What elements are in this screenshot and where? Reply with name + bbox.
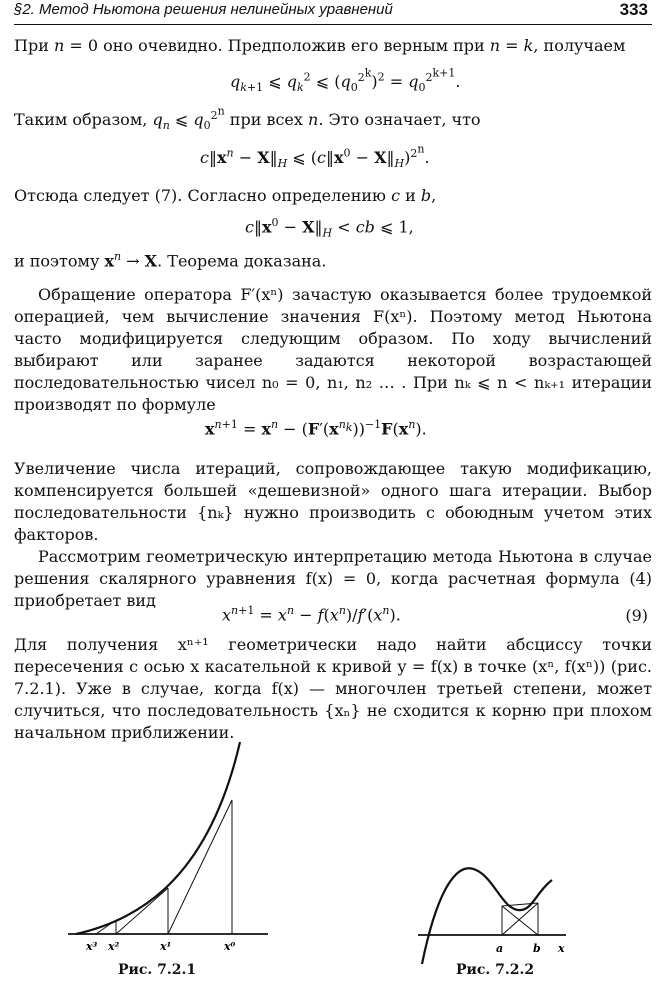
page-number: 333: [619, 0, 648, 19]
figure-7-2-2: [418, 846, 588, 966]
label-x1: x¹: [160, 940, 172, 953]
label-a: a: [496, 942, 504, 955]
label-x0: x⁰: [224, 940, 236, 953]
equation-9: $x^{n+1} = x^n - f(x^n)/f'(x^n)$.: [222, 604, 401, 625]
paragraph-modification: Обращение оператора F′(xⁿ) зачастую оказывается более трудоемкой операцией, чем вычисление значения F(xⁿ). Поэтому метод Ньютона часто модифицируется следующим образом. По ходу вычислений выбирают или заранее задаются некоторой возрастающей последовательностью чисел n₀ = 0, n₁, n₂ … . При nₖ ⩽ n < nₖ₊₁ итерации производят по формуле: [14, 285, 652, 414]
paragraph-iterations: Увеличение числа итераций, сопровождающее такую модификацию, компенсируется большей «дешевизной» одного шага итерации. Выбор последовательности {nₖ} нужно производить с обоюдным учетом этих факторов.: [14, 459, 652, 544]
curve: [76, 742, 240, 934]
tangent-1: [116, 888, 168, 934]
equation-cb: $c‖x^0$ − $X‖_H$ < cb ⩽ 1,: [245, 216, 414, 240]
label-x2: x²: [108, 940, 120, 953]
tangent-0: [168, 800, 232, 934]
label-x-axis: x: [558, 942, 565, 955]
label-b: b: [533, 942, 541, 955]
page-header: [14, 0, 652, 25]
text-line-4: и поэтому $x^n \to X$. Теорема доказана.: [14, 250, 327, 271]
label-x3: x³: [86, 940, 98, 953]
figure-caption-2: Рис. 7.2.2: [456, 962, 535, 978]
equation-number: (9): [625, 606, 648, 625]
paragraph-tangent: Для получения xⁿ⁺¹ геометрически надо найти абсциссу точки пересечения с осью x касательной к кривой y = f(x) в точке (xⁿ, f(xⁿ)) (рис. 7.2.1). Уже в случае, когда f(x) — многочлен третьей степени, может случиться, что последовательность {xₙ} не сходится к корню при плохом начальном приближении.: [14, 635, 652, 742]
equation-modified-newton: $x^{n+1} = x^n - (F'(x^{n_k}))^{-1}F(x^n)$.: [205, 418, 427, 439]
section-title: §2. Метод Ньютона решения нелинейных уравнений: [14, 1, 393, 18]
text-line-2: Таким образом, $q_n$ ⩽ $q_0^{2^n}$ при всех n. Это означает, что: [14, 104, 481, 133]
figure-7-2-1: [68, 740, 288, 960]
text-line-1: При n = 0 оно очевидно. Предположив его верным при n = k, получаем: [14, 36, 626, 55]
equation-norm-bound: $c‖x^n$ − $X‖_H$ ⩽ ($c‖x^0$ − $X‖_H)^{2^n}$.: [200, 142, 430, 171]
text-line-3: Отсюда следует (7). Согласно определению c и b,: [14, 186, 437, 205]
figure-caption-1: Рис. 7.2.1: [118, 962, 197, 978]
equation-q-recursion: $q_{k+1}$ ⩽ $q_k^2$ ⩽ $(q_0^{2^k})^2 = q_0^{2^{k+1}}$.: [230, 66, 461, 95]
paragraph-geometric: Рассмотрим геометрическую интерпретацию метода Ньютона в случае решения скалярного уравнения f(x) = 0, когда расчетная формула (4) приобретает вид: [14, 547, 652, 610]
